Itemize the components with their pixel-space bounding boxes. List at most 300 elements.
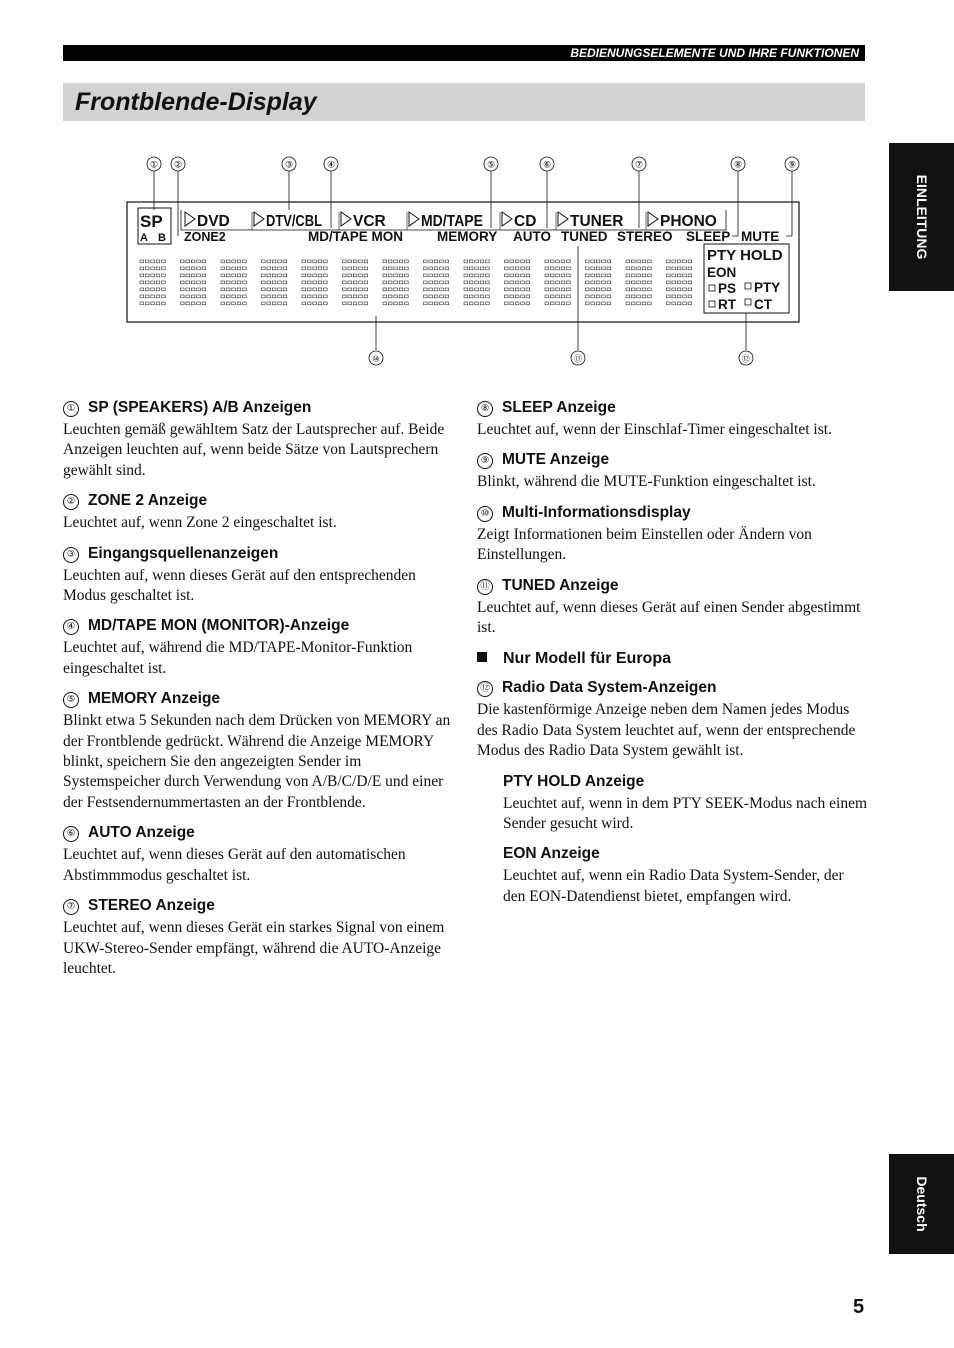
matrix-dot <box>191 267 195 270</box>
matrix-dot <box>480 267 484 270</box>
matrix-dot <box>521 260 525 263</box>
matrix-dot <box>272 281 276 284</box>
matrix-dot <box>526 274 530 277</box>
matrix-dot <box>672 288 676 291</box>
matrix-dot <box>631 267 635 270</box>
matrix-dot <box>556 267 560 270</box>
matrix-dot <box>429 288 433 291</box>
matrix-dot <box>510 260 514 263</box>
matrix-dot <box>181 288 185 291</box>
matrix-dot <box>561 260 565 263</box>
svg-text:B: B <box>158 232 166 244</box>
callout-11 <box>571 246 585 365</box>
sleep-indicator: SLEEP <box>686 229 731 244</box>
matrix-dot <box>156 281 160 284</box>
matrix-dot <box>586 302 590 305</box>
svg-text:⑥: ⑥ <box>542 159 552 170</box>
matrix-dot <box>202 302 206 305</box>
matrix-dot <box>272 302 276 305</box>
matrix-dot <box>480 260 484 263</box>
matrix-dot <box>383 295 387 298</box>
matrix-dot <box>521 274 525 277</box>
callout-2 <box>171 157 185 236</box>
item-text: Leuchtet auf, wenn dieses Gerät auf einen Sender abgestimmt ist. <box>477 598 861 637</box>
matrix-dot <box>324 260 328 263</box>
matrix-dot <box>364 288 368 291</box>
description-item <box>477 398 867 440</box>
matrix-dot <box>226 267 230 270</box>
matrix-dot <box>388 302 392 305</box>
callout-number: ⑩ <box>477 506 493 522</box>
matrix-dot <box>405 260 409 263</box>
matrix-dot <box>434 302 438 305</box>
matrix-dot <box>202 295 206 298</box>
matrix-dot <box>151 281 155 284</box>
matrix-dot <box>672 274 676 277</box>
matrix-dot <box>480 274 484 277</box>
matrix-dot <box>267 281 271 284</box>
matrix-dot <box>399 288 403 291</box>
matrix-dot <box>237 281 241 284</box>
matrix-dot <box>232 281 236 284</box>
sub-item-eon <box>477 844 867 907</box>
matrix-dot <box>156 260 160 263</box>
matrix-dot <box>667 267 671 270</box>
matrix-dot <box>607 281 611 284</box>
matrix-dot <box>359 281 363 284</box>
matrix-dot <box>567 267 571 270</box>
description-item <box>63 398 453 481</box>
matrix-dot <box>243 288 247 291</box>
matrix-dot <box>151 288 155 291</box>
matrix-dot <box>353 302 357 305</box>
matrix-dot <box>424 288 428 291</box>
matrix-dot <box>648 260 652 263</box>
matrix-dot <box>596 288 600 291</box>
matrix-dot <box>424 295 428 298</box>
matrix-dot <box>359 302 363 305</box>
matrix-dot <box>642 295 646 298</box>
matrix-dot <box>586 281 590 284</box>
item-heading: ① SP (SPEAKERS) A/B Anzeigen <box>63 398 453 418</box>
svg-text:④: ④ <box>326 159 336 170</box>
matrix-dot <box>318 267 322 270</box>
matrix-dot <box>648 267 652 270</box>
matrix-dot <box>591 260 595 263</box>
matrix-dot <box>561 295 565 298</box>
matrix-dot <box>526 281 530 284</box>
matrix-dot <box>348 274 352 277</box>
matrix-dot <box>667 302 671 305</box>
matrix-dot <box>429 302 433 305</box>
matrix-dot <box>283 260 287 263</box>
matrix-dot <box>399 274 403 277</box>
matrix-dot <box>267 288 271 291</box>
matrix-dot <box>181 267 185 270</box>
matrix-dot <box>440 302 444 305</box>
sp-indicator <box>138 208 171 244</box>
matrix-dot <box>324 281 328 284</box>
matrix-dot <box>445 302 449 305</box>
front-panel-display-diagram <box>120 150 810 375</box>
callout-number: ⑥ <box>63 826 79 842</box>
matrix-dot <box>515 260 519 263</box>
matrix-dot <box>440 281 444 284</box>
matrix-dot <box>434 267 438 270</box>
matrix-dot <box>526 267 530 270</box>
matrix-dot <box>140 281 144 284</box>
matrix-dot <box>596 260 600 263</box>
matrix-dot <box>626 260 630 263</box>
matrix-dot <box>526 295 530 298</box>
matrix-dot <box>348 295 352 298</box>
matrix-dot <box>526 302 530 305</box>
matrix-dot <box>561 267 565 270</box>
auto-indicator: AUTO <box>513 229 552 244</box>
sub-item-text: Leuchtet auf, wenn in dem PTY SEEK-Modus nach einem Sender gesucht wird. <box>503 794 868 833</box>
mute-indicator: MUTE <box>741 229 780 244</box>
matrix-dot <box>642 302 646 305</box>
matrix-dot <box>486 302 490 305</box>
matrix-dot <box>262 274 266 277</box>
matrix-dot <box>324 288 328 291</box>
matrix-dot <box>145 288 149 291</box>
matrix-dot <box>567 302 571 305</box>
matrix-dot <box>197 295 201 298</box>
matrix-dot <box>313 281 317 284</box>
matrix-dot <box>278 295 282 298</box>
matrix-dot <box>313 260 317 263</box>
description-item <box>477 450 867 492</box>
item-heading: ③ Eingangsquellenanzeigen <box>63 544 453 564</box>
matrix-dot <box>469 274 473 277</box>
item-text: Leuchten gemäß gewähltem Satz der Lautsprecher auf. Beide Anzeigen leuchten auf, wenn beide Sätze von Lautsprechern gewählt sind. <box>63 421 445 479</box>
matrix-dot <box>631 260 635 263</box>
ct-indicator: CT <box>754 297 772 312</box>
matrix-dot <box>226 260 230 263</box>
matrix-dot <box>232 267 236 270</box>
matrix-dot <box>156 302 160 305</box>
matrix-dot <box>383 302 387 305</box>
matrix-dot <box>348 288 352 291</box>
matrix-dot <box>399 302 403 305</box>
item-text: Leuchtet auf, wenn dieses Gerät ein starkes Signal von einem UKW-Stereo-Sender empfängt, während die AUTO-Anzeige leuchtet. <box>63 919 445 977</box>
matrix-dot <box>353 260 357 263</box>
matrix-dot <box>637 295 641 298</box>
matrix-dot <box>626 274 630 277</box>
item-heading: ⑥ AUTO Anzeige <box>63 823 453 843</box>
matrix-dot <box>140 260 144 263</box>
matrix-dot <box>642 260 646 263</box>
matrix-dot <box>221 274 225 277</box>
matrix-dot <box>561 288 565 291</box>
matrix-dot <box>561 281 565 284</box>
matrix-dot <box>405 267 409 270</box>
matrix-dot <box>278 260 282 263</box>
matrix-dot <box>302 281 306 284</box>
matrix-dot <box>162 288 166 291</box>
matrix-dot <box>399 295 403 298</box>
matrix-dot <box>434 288 438 291</box>
matrix-dot <box>505 295 509 298</box>
matrix-dot <box>202 274 206 277</box>
matrix-dot <box>388 295 392 298</box>
input-vcr <box>341 212 386 230</box>
matrix-dot <box>480 302 484 305</box>
stereo-indicator: STEREO <box>617 229 673 244</box>
matrix-dot <box>631 295 635 298</box>
matrix-dot <box>324 267 328 270</box>
ps-indicator: PS <box>718 281 737 296</box>
matrix-dot <box>202 260 206 263</box>
matrix-dot <box>388 274 392 277</box>
callout-number: ② <box>63 494 79 510</box>
matrix-dot <box>626 295 630 298</box>
matrix-dot <box>232 288 236 291</box>
input-md-tape <box>409 212 483 230</box>
callout-10 <box>369 316 383 365</box>
matrix-dot <box>505 281 509 284</box>
matrix-dot <box>343 288 347 291</box>
matrix-dot <box>307 295 311 298</box>
item-heading: ⑧ SLEEP Anzeige <box>477 398 867 418</box>
matrix-dot <box>140 295 144 298</box>
matrix-dot <box>434 295 438 298</box>
matrix-dot <box>586 288 590 291</box>
matrix-dot <box>550 260 554 263</box>
matrix-dot <box>469 295 473 298</box>
matrix-dot <box>631 274 635 277</box>
matrix-dot <box>591 288 595 291</box>
callout-number: ④ <box>63 619 79 635</box>
matrix-dot <box>486 267 490 270</box>
matrix-dot <box>186 260 190 263</box>
matrix-dot <box>267 295 271 298</box>
matrix-dot <box>162 302 166 305</box>
matrix-dot <box>243 281 247 284</box>
matrix-dot <box>486 281 490 284</box>
matrix-dot <box>343 302 347 305</box>
matrix-dot <box>399 267 403 270</box>
matrix-dot <box>348 267 352 270</box>
matrix-dot <box>424 281 428 284</box>
matrix-dot <box>343 281 347 284</box>
matrix-dot <box>243 260 247 263</box>
description-item <box>63 616 453 679</box>
svg-text:DVD: DVD <box>197 213 230 230</box>
matrix-dot <box>232 260 236 263</box>
callout-number: ① <box>63 401 79 417</box>
matrix-dot <box>648 302 652 305</box>
matrix-dot <box>626 281 630 284</box>
matrix-dot <box>469 267 473 270</box>
item-text: Leuchtet auf, während die MD/TAPE-Monitor-Funktion eingeschaltet ist. <box>63 639 413 677</box>
matrix-dot <box>364 302 368 305</box>
matrix-dot <box>510 302 514 305</box>
matrix-dot <box>267 260 271 263</box>
matrix-dot <box>364 281 368 284</box>
matrix-dot <box>197 260 201 263</box>
description-item <box>63 544 453 607</box>
matrix-dot <box>226 302 230 305</box>
matrix-dot <box>202 281 206 284</box>
matrix-dot <box>383 281 387 284</box>
svg-text:DTV/CBL: DTV/CBL <box>266 213 322 230</box>
matrix-dot <box>262 260 266 263</box>
matrix-dot <box>586 274 590 277</box>
matrix-dot <box>202 288 206 291</box>
matrix-dot <box>626 288 630 291</box>
matrix-dot <box>324 302 328 305</box>
matrix-dot <box>359 267 363 270</box>
matrix-dot <box>505 260 509 263</box>
matrix-dot <box>469 302 473 305</box>
matrix-dot <box>445 260 449 263</box>
matrix-dot <box>221 260 225 263</box>
matrix-dot <box>631 281 635 284</box>
matrix-dot <box>313 295 317 298</box>
matrix-dot <box>486 295 490 298</box>
matrix-dot <box>683 281 687 284</box>
matrix-dot <box>181 302 185 305</box>
memory-indicator: MEMORY <box>437 229 498 244</box>
matrix-dot <box>162 260 166 263</box>
callout-7 <box>632 157 646 228</box>
matrix-dot <box>445 281 449 284</box>
matrix-dot <box>186 274 190 277</box>
matrix-dot <box>302 302 306 305</box>
matrix-dot <box>550 302 554 305</box>
matrix-dot <box>602 288 606 291</box>
item-text: Leuchtet auf, wenn Zone 2 eingeschaltet ist. <box>63 514 337 532</box>
matrix-dot <box>464 288 468 291</box>
matrix-dot <box>545 288 549 291</box>
matrix-dot <box>278 281 282 284</box>
matrix-dot <box>313 288 317 291</box>
matrix-dot <box>626 302 630 305</box>
svg-text:MD/TAPE: MD/TAPE <box>421 213 483 230</box>
matrix-dot <box>226 295 230 298</box>
callout-number: ⑤ <box>63 692 79 708</box>
matrix-dot <box>388 260 392 263</box>
matrix-dot <box>383 274 387 277</box>
matrix-dot <box>267 274 271 277</box>
matrix-dot <box>586 295 590 298</box>
matrix-dot <box>186 267 190 270</box>
callout-number: ⑦ <box>63 899 79 915</box>
matrix-dot <box>405 288 409 291</box>
input-tuner <box>558 212 623 230</box>
matrix-dot <box>505 288 509 291</box>
item-text: Blinkt, während die MUTE-Funktion eingeschaltet ist. <box>477 473 816 491</box>
zone2-indicator: ZONE2 <box>184 230 226 244</box>
matrix-dot <box>145 274 149 277</box>
matrix-dot <box>140 274 144 277</box>
left-column <box>63 398 453 989</box>
matrix-dot <box>550 274 554 277</box>
matrix-dot <box>302 295 306 298</box>
callout-9 <box>785 157 799 236</box>
sub-item-heading: EON Anzeige <box>503 845 600 863</box>
side-tab-einleitung <box>889 143 954 291</box>
svg-text:CD: CD <box>514 213 537 230</box>
matrix-dot <box>480 288 484 291</box>
description-item <box>477 503 867 566</box>
input-dvd <box>185 212 230 230</box>
rt-indicator: RT <box>718 297 736 312</box>
matrix-dot <box>672 260 676 263</box>
matrix-dot <box>586 260 590 263</box>
matrix-dot <box>486 274 490 277</box>
matrix-dot <box>521 302 525 305</box>
input-dtv-cbl <box>254 212 322 230</box>
matrix-dot <box>232 274 236 277</box>
matrix-dot <box>683 260 687 263</box>
matrix-dot <box>272 274 276 277</box>
matrix-dot <box>343 267 347 270</box>
matrix-dot <box>383 260 387 263</box>
matrix-dot <box>637 288 641 291</box>
matrix-dot <box>515 281 519 284</box>
matrix-dot <box>181 295 185 298</box>
matrix-dot <box>348 260 352 263</box>
matrix-dot <box>591 302 595 305</box>
matrix-dot <box>475 274 479 277</box>
matrix-dot <box>561 274 565 277</box>
matrix-dot <box>545 295 549 298</box>
matrix-dot <box>515 274 519 277</box>
matrix-dot <box>394 302 398 305</box>
callout-12 <box>739 313 753 365</box>
svg-text:VCR: VCR <box>353 213 386 230</box>
matrix-dot <box>591 267 595 270</box>
matrix-dot <box>683 274 687 277</box>
matrix-dot <box>469 260 473 263</box>
matrix-dot <box>262 288 266 291</box>
matrix-dot <box>642 267 646 270</box>
matrix-dot <box>515 295 519 298</box>
matrix-dot <box>429 267 433 270</box>
matrix-dot <box>550 281 554 284</box>
description-item <box>477 576 867 639</box>
matrix-dot <box>683 295 687 298</box>
callout-number: ⑨ <box>477 453 493 469</box>
matrix-dot <box>434 274 438 277</box>
item-heading: ⑩ Multi-Informationsdisplay <box>477 503 867 523</box>
matrix-dot <box>359 295 363 298</box>
eon-indicator: EON <box>707 265 737 280</box>
matrix-dot <box>526 288 530 291</box>
description-item <box>63 823 453 886</box>
matrix-dot <box>145 302 149 305</box>
matrix-dot <box>226 288 230 291</box>
matrix-dot <box>324 295 328 298</box>
matrix-dot <box>388 267 392 270</box>
matrix-dot <box>324 274 328 277</box>
matrix-dot <box>267 267 271 270</box>
matrix-dot <box>667 260 671 263</box>
description-item <box>63 896 453 979</box>
matrix-dot <box>237 274 241 277</box>
matrix-dot <box>672 267 676 270</box>
matrix-dot <box>642 274 646 277</box>
matrix-dot <box>364 267 368 270</box>
matrix-dot <box>191 274 195 277</box>
matrix-dot <box>191 302 195 305</box>
matrix-dot <box>262 281 266 284</box>
matrix-dot <box>283 274 287 277</box>
matrix-dot <box>464 295 468 298</box>
